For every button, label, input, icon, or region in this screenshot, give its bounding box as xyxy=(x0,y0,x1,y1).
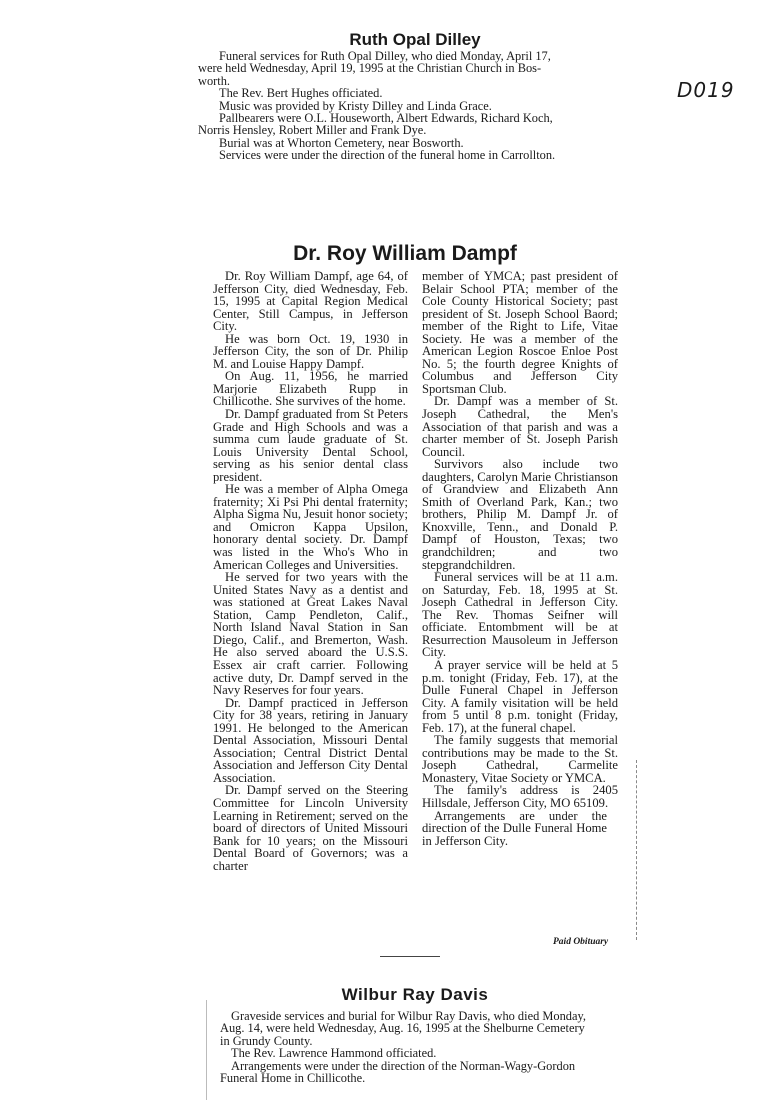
ruth-line: The Rev. Bert Hughes officiated. xyxy=(219,86,383,101)
dampf-paragraph: On Aug. 11, 1956, he married Marjorie Elizabeth Rupp in Chillicothe. She survives of the home. xyxy=(213,369,408,409)
ruth-line: Norris Hensley, Robert Miller and Frank Dye. xyxy=(198,123,427,138)
wilbur-line: Arrangements were under the direction of the Norman-Wagy-Gordon xyxy=(231,1058,576,1073)
dampf-paragraph: Dr. Roy William Dampf, age 64, of Jefferson City, died Wednesday, Feb. 15, 1995 at Capital Region Medical Center, Still Campus, in Jefferson City. xyxy=(213,269,408,334)
dampf-paragraph: A prayer service will be held at 5 p.m. tonight (Friday, Feb. 17), at the Dulle Funeral Chapel in Jefferson City. A family visitation will be held from 5 until 8 p.m. tonight (Friday, Feb. 17), at the funeral chapel. xyxy=(422,657,618,735)
wilbur-line: Aug. 14, were held Wednesday, Aug. 16, 1995 at the Shelburne Cemetery xyxy=(220,1021,585,1036)
clipping-edge-bottom xyxy=(380,956,440,957)
dampf-paragraph: Dr. Dampf practiced in Jefferson City for 38 years, retiring in January 1991. He belonged to the American Dental Association, Missouri Dental Association; Central District Dental Association and Jefferson City Dental Association. xyxy=(213,695,408,785)
ruth-line: Services were under the direction of the funeral home in Carrollton. xyxy=(219,148,556,163)
clipping-edge-right xyxy=(636,760,637,940)
wilbur-line: in Grundy County. xyxy=(220,1033,313,1048)
dampf-paragraph: Survivors also include two daughters, Carolyn Marie Christianson of Grandview and Elizabeth Ann Smith of Overland Park, Kan.; two brothers, Philip M. Dampf Jr. of Knoxville, Tenn., and Donald P. Dampf of Houston, Texas; two grandchildren; and two stepgrandchildren. xyxy=(422,457,618,572)
dampf-paragraph: Dr. Dampf was a member of St. Joseph Cathedral, the Men's Association of that parish and was a charter member of St. Joseph Parish Council. xyxy=(422,394,618,459)
dampf-column-1 xyxy=(213,270,408,872)
wilbur-line: Graveside services and burial for Wilbur Ray Davis, who died Monday, xyxy=(231,1009,586,1023)
ruth-line: Funeral services for Ruth Opal Dilley, who died Monday, April 17, xyxy=(219,49,551,63)
ruth-line: worth. xyxy=(198,73,231,88)
dampf-paragraph: He was a member of Alpha Omega fraternity; Xi Psi Phi dental fraternity; Alpha Sigma Nu, Jesuit honor society; and Omicron Kappa Upsilon, honorary dental society. Dr. Dampf was listed in the Who's Who in American Colleges and Universities. xyxy=(213,482,408,572)
dampf-paragraph: The family suggests that memorial contributions may be made to the St. Joseph Cathedral, Carmelite Monastery, Vitae Society or YMCA. xyxy=(422,733,618,785)
ruth-line: Music was provided by Kristy Dilley and Linda Grace. xyxy=(219,98,492,113)
paid-obituary-label: Paid Obituary xyxy=(553,937,609,947)
handwritten-code: D019 xyxy=(677,78,735,102)
ruth-line: were held Wednesday, April 19, 1995 at the Christian Church in Bos- xyxy=(198,61,542,76)
dampf-paragraph: Dr. Dampf graduated from St Peters Grade and High Schools and was a summa cum laude graduate of St. Louis University Dental School, serving as his senior dental class president. xyxy=(213,407,408,484)
ruth-line: Pallbearers were O.L. Houseworth, Albert Edwards, Richard Koch, xyxy=(219,111,553,126)
dampf-heading: Dr. Roy William Dampf xyxy=(293,242,517,265)
wilbur-body xyxy=(220,1010,640,1084)
ruth-heading: Ruth Opal Dilley xyxy=(349,30,481,49)
wilbur-line: Funeral Home in Chillicothe. xyxy=(220,1071,366,1086)
dampf-paragraph: member of YMCA; past president of Belair School PTA; member of the Cole County Historical Society; past president of St. Joseph School Baord; member of the Right to Life, Vitae Society. He was a member of the American Legion Roscoe Enloe Post No. 5; the fourth degree Knights of Columbus and Jefferson City Sportsman Club. xyxy=(422,269,618,396)
dampf-paragraph: Arrangements are under the direction of the Dulle Funeral Home in Jefferson City. xyxy=(422,808,607,848)
dampf-paragraph: The family's address is 2405 Hillsdale, Jefferson City, MO 65109. xyxy=(422,783,618,810)
dampf-paragraph: He was born Oct. 19, 1930 in Jefferson City, the son of Dr. Philip M. and Louise Happy Dampf. xyxy=(213,331,408,371)
wilbur-line: The Rev. Lawrence Hammond officiated. xyxy=(231,1046,437,1061)
ruth-body xyxy=(198,50,618,162)
dampf-paragraph: Funeral services will be at 11 a.m. on Saturday, Feb. 18, 1995 at St. Joseph Cathedral in Jefferson City. The Rev. Thomas Seifner will officiate. Entombment will be at Resurrection Mausoleum in Jefferson City. xyxy=(422,570,618,660)
dampf-column-2 xyxy=(422,270,618,847)
ruth-line: Burial was at Whorton Cemetery, near Bosworth. xyxy=(219,135,464,150)
wilbur-heading: Wilbur Ray Davis xyxy=(341,985,489,1004)
dampf-paragraph: He served for two years with the United States Navy as a dentist and was stationed at Great Lakes Naval Station, Camp Pendleton, Calif., North Island Naval Station in San Diego, Calif., and Bremerton, Wash. He also served aboard the U.S.S. Essex air craft carrier. Following active duty, Dr. Dampf served in the Navy Reserves for four years. xyxy=(213,570,408,698)
dampf-paragraph: Dr. Dampf served on the Steering Committee for Lincoln University Learning in Retirement; served on the board of directors of United Missouri Bank for 10 years; on the Missouri Dental Board of Governors; was a charter xyxy=(213,783,408,873)
clipping-edge-left xyxy=(206,1000,207,1100)
